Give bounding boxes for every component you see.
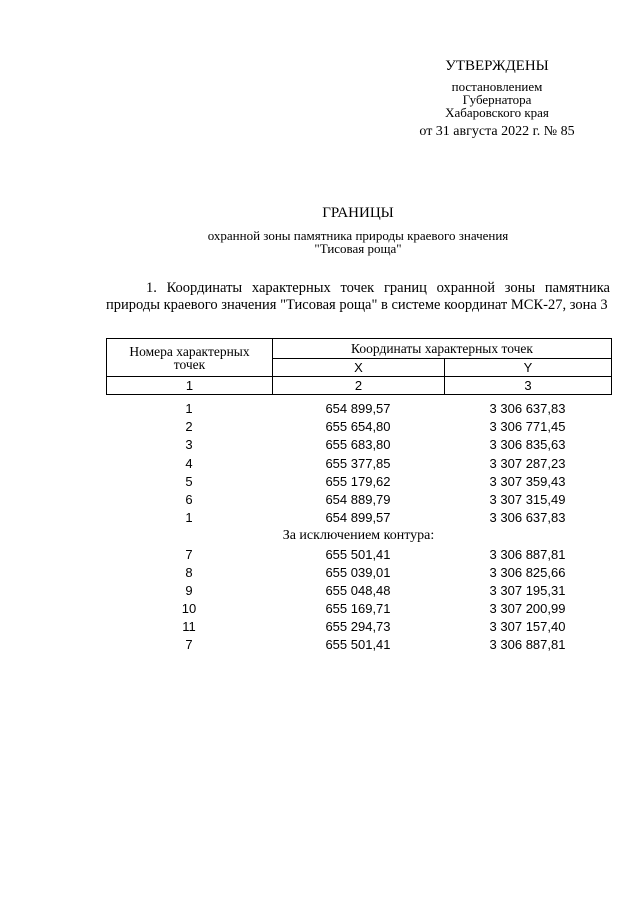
point-number: 9 [185, 582, 193, 598]
column-number: 2 [273, 377, 445, 395]
coordinates-table-header [106, 338, 612, 395]
document-subtitle-line: охранной зоны памятника природы краевого значения [207, 228, 509, 243]
coord-x: 655 654,80 [325, 419, 391, 435]
coord-y: 3 307 157,40 [489, 619, 566, 635]
coordinates-values [106, 400, 611, 655]
document-heading [106, 204, 610, 255]
table-row [106, 582, 611, 600]
table-row [106, 491, 611, 509]
coord-y: 3 306 637,83 [489, 401, 566, 416]
table-row [106, 546, 611, 564]
point-number: 4 [185, 455, 193, 471]
table-row [106, 564, 611, 582]
point-number: 1 [185, 401, 193, 416]
table-row [106, 455, 611, 473]
coord-y: 3 306 825,66 [489, 564, 566, 580]
point-number: 2 [185, 419, 193, 435]
coord-x: 655 039,01 [325, 564, 391, 580]
table-row [106, 600, 611, 618]
table-row [106, 473, 611, 491]
header-point-numbers [107, 339, 273, 377]
approval-line: постановлением [451, 79, 543, 94]
header-point-numbers-line: Номера характерных [129, 343, 250, 359]
document-title: ГРАНИЦЫ [322, 205, 394, 221]
point-number: 10 [181, 601, 197, 617]
header-x: X [273, 359, 445, 377]
coord-y: 3 307 287,23 [489, 455, 566, 471]
coord-y: 3 307 359,43 [489, 473, 566, 489]
coord-x: 655 501,41 [325, 637, 391, 653]
table-row [106, 418, 611, 436]
coord-y: 3 307 200,99 [489, 601, 566, 617]
coord-x: 654 889,79 [325, 491, 391, 507]
table-row [106, 436, 611, 454]
column-number: 3 [445, 377, 612, 395]
document-subtitle-line: "Тисовая роща" [314, 241, 402, 256]
point-number: 5 [185, 473, 193, 489]
coord-x: 655 169,71 [325, 601, 391, 617]
approval-title: УТВЕРЖДЕНЫ [445, 58, 549, 74]
coord-x: 655 377,85 [325, 455, 391, 471]
column-number: 1 [107, 377, 273, 395]
table-row [106, 400, 611, 418]
coord-x: 655 294,73 [325, 619, 391, 635]
approval-block [402, 56, 592, 139]
coord-x: 655 048,48 [325, 582, 391, 598]
coord-x: 655 501,41 [325, 546, 391, 562]
point-number: 7 [185, 546, 193, 562]
coord-y: 3 306 637,83 [489, 510, 566, 526]
point-number: 11 [182, 619, 196, 635]
point-number: 8 [185, 564, 193, 580]
point-number: 7 [185, 637, 193, 653]
table-row [106, 636, 611, 654]
coord-y: 3 306 887,81 [489, 637, 566, 653]
coord-x: 655 683,80 [325, 437, 391, 453]
point-number: 6 [185, 491, 193, 507]
coord-y: 3 306 771,45 [489, 419, 566, 435]
coord-x: 654 899,57 [325, 510, 391, 526]
point-number: 3 [185, 437, 193, 453]
approval-line: Хабаровского края [445, 105, 549, 120]
table-row [106, 509, 611, 527]
coord-y: 3 307 315,49 [489, 491, 566, 507]
coordinates-paragraph: 1. Координаты характерных точек границ охранной зоны памятника природы краевого значения "Тисовая роща" в системе координат МСК-27, зона 3 [106, 280, 610, 313]
exclusion-caption: За исключением контура: [282, 528, 435, 544]
table-row [106, 618, 611, 636]
approval-line: Губернатора [462, 92, 532, 107]
header-point-numbers-line: точек [173, 356, 206, 372]
coord-y: 3 306 887,81 [489, 546, 566, 562]
coord-y: 3 306 835,63 [489, 437, 566, 453]
header-y: Y [445, 359, 612, 377]
coord-x: 655 179,62 [325, 473, 391, 489]
point-number: 1 [185, 510, 193, 526]
coord-x: 654 899,57 [325, 401, 391, 416]
header-coordinates: Координаты характерных точек [273, 339, 612, 359]
decree-date: от 31 августа 2022 г. № 85 [419, 124, 575, 139]
coord-y: 3 307 195,31 [489, 582, 566, 598]
